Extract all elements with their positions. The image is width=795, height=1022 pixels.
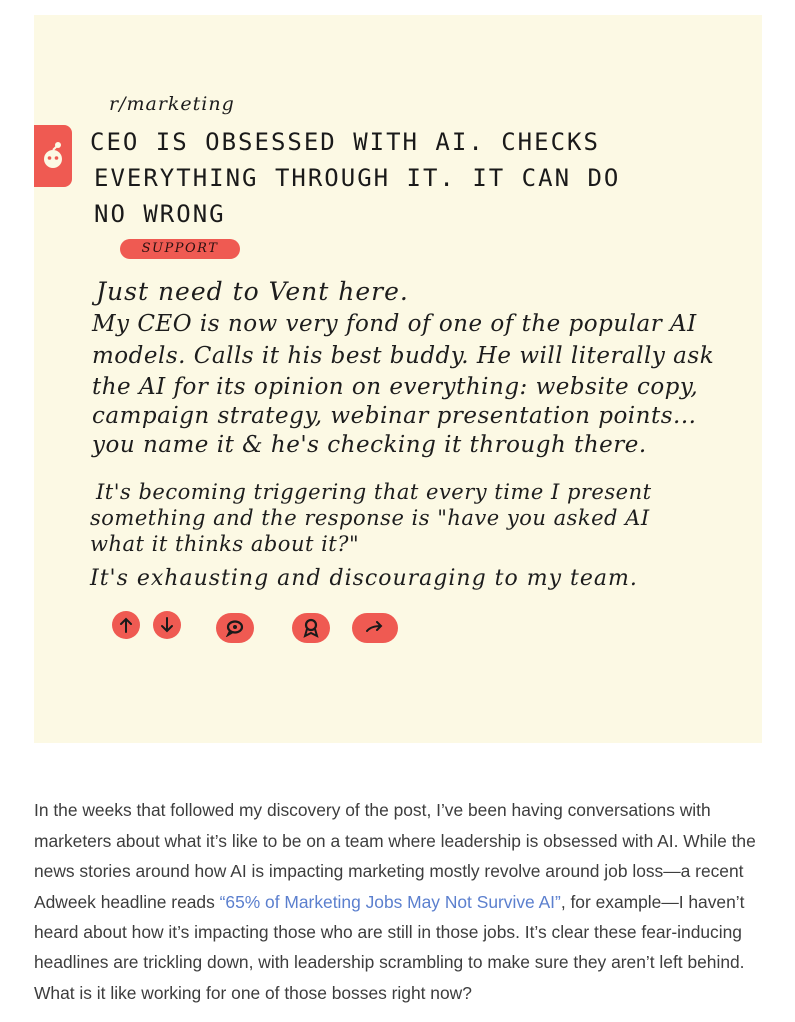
post-body-line: It's becoming triggering that every time I present xyxy=(96,480,652,504)
post-title-line-3[interactable]: NO WRONG xyxy=(94,200,226,228)
post-body-line: It's exhausting and discouraging to my team. xyxy=(90,566,638,591)
post-body-line: models. Calls it his best buddy. He will literally ask xyxy=(92,343,715,369)
upvote-icon xyxy=(118,616,134,634)
post-title-line-2[interactable]: EVERYTHING THROUGH IT. IT CAN DO xyxy=(94,164,621,192)
adweek-headline-link[interactable]: “65% of Marketing Jobs May Not Survive AI” xyxy=(219,891,561,912)
post-body-line: My CEO is now very fond of one of the popular AI xyxy=(92,311,697,337)
downvote-button[interactable] xyxy=(153,611,181,639)
article-paragraph xyxy=(34,795,764,1008)
subreddit-name[interactable]: r/marketing xyxy=(109,93,235,115)
reddit-logo-icon xyxy=(34,125,72,187)
reddit-post-illustration xyxy=(34,15,762,743)
post-body-line: something and the response is "have you asked AI xyxy=(90,506,650,530)
post-title-line-1[interactable]: CEO IS OBSESSED WITH AI. CHECKS xyxy=(90,128,600,156)
upvote-button[interactable] xyxy=(112,611,140,639)
post-body-line: you name it & he's checking it through there. xyxy=(92,432,647,458)
article-text-before-link: In the weeks that followed my discovery of the post, I’ve been having conversations with marketers about what it’s like to be on a team where leadership is obsessed with AI. While the news stories around how AI is impacting marketing mostly revolve around job loss—a recent Adweek headline reads xyxy=(34,800,756,912)
award-icon xyxy=(302,618,320,638)
post-body-line: what it thinks about it?" xyxy=(90,532,360,556)
downvote-icon xyxy=(159,616,175,634)
award-button[interactable] xyxy=(292,613,330,643)
share-button[interactable] xyxy=(352,613,398,643)
article-text-after-link: , for example—I haven’t heard about how it’s impacting those who are still in those jobs. It’s clear these fear-inducing headlines are trickling down, with leadership scrambling to make sure they aren’t left behind. What is it like working for one of those bosses right now? xyxy=(34,891,745,1003)
post-body-line: the AI for its opinion on everything: website copy, xyxy=(92,374,699,400)
post-body-line: Just need to Vent here. xyxy=(96,277,409,306)
comment-button[interactable] xyxy=(216,613,254,643)
post-body-line: campaign strategy, webinar presentation points... xyxy=(92,403,697,429)
share-icon xyxy=(365,621,385,635)
post-flair-badge: SUPPORT xyxy=(120,239,240,259)
comment-icon xyxy=(225,619,245,637)
